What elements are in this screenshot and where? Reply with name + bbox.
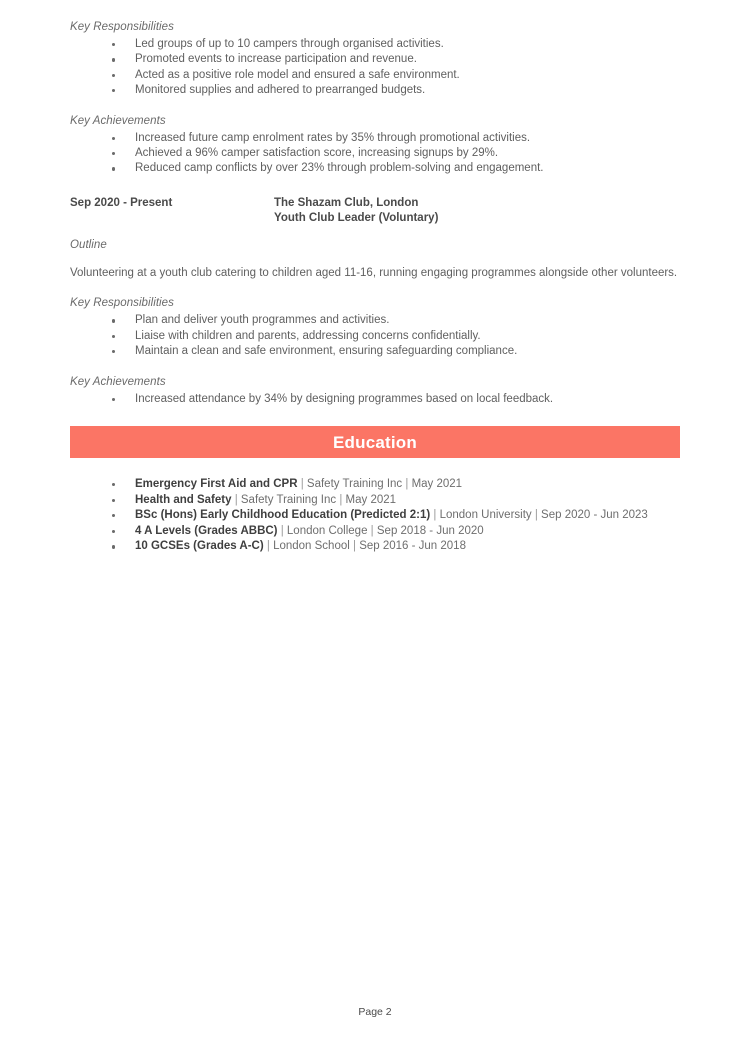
experience-dates: Sep 2020 - Present	[70, 196, 173, 209]
experience-entry-header	[70, 196, 680, 227]
current-responsibilities-heading: Key Responsibilities	[70, 297, 174, 310]
list-item	[70, 493, 680, 509]
education-section-banner	[70, 426, 680, 458]
education-separator: |	[231, 493, 241, 506]
spacer	[70, 458, 680, 477]
education-separator: |	[367, 524, 377, 537]
list-item: Increased future camp enrolment rates by 35% through promotional activities.	[70, 131, 680, 146]
spacer	[70, 227, 680, 238]
education-separator: |	[402, 478, 412, 491]
spacer	[70, 360, 680, 375]
list-item: Maintain a clean and safe environment, ensuring safeguarding compliance.	[70, 344, 680, 359]
experience-employer: The Shazam Club, London	[274, 196, 419, 209]
page-footer: Page 2	[358, 1006, 392, 1018]
education-dates: May 2021	[345, 493, 397, 506]
prev-achievements-list	[70, 131, 680, 177]
education-qualification: 4 A Levels (Grades ABBC)	[135, 524, 278, 537]
education-separator: |	[263, 540, 274, 553]
education-section-title: Education	[333, 432, 417, 452]
list-item	[70, 508, 680, 524]
spacer	[70, 255, 680, 266]
outline-heading: Outline	[70, 238, 107, 251]
education-dates: May 2021	[411, 478, 463, 491]
education-institution: Safety Training Inc	[306, 478, 403, 491]
education-dates: Sep 2016 - Jun 2018	[359, 540, 466, 553]
education-institution: London College	[286, 524, 368, 537]
education-separator: |	[430, 509, 440, 522]
education-institution: London University	[439, 509, 532, 522]
list-item	[70, 539, 680, 555]
resume-content	[70, 20, 680, 555]
education-separator: |	[336, 493, 346, 506]
list-item: Liaise with children and parents, addressing concerns confidentially.	[70, 329, 680, 344]
education-list	[70, 477, 680, 555]
current-achievements-list	[70, 392, 680, 407]
prev-achievements-heading: Key Achievements	[70, 114, 166, 127]
education-qualification: 10 GCSEs (Grades A-C)	[135, 540, 264, 553]
education-separator: |	[277, 524, 287, 537]
current-achievements-heading: Key Achievements	[70, 375, 166, 388]
list-item: Acted as a positive role model and ensured a safe environment.	[70, 68, 680, 83]
spacer	[70, 177, 680, 196]
prev-responsibilities-heading: Key Responsibilities	[70, 21, 174, 33]
list-item	[70, 477, 680, 493]
outline-paragraph: Volunteering at a youth club catering to children aged 11-16, running engaging programmes alongside other volunteers.	[70, 266, 678, 279]
spacer	[70, 99, 680, 114]
current-responsibilities-list	[70, 313, 680, 359]
education-institution: Safety Training Inc	[240, 493, 337, 506]
list-item: Achieved a 96% camper satisfaction score, increasing signups by 29%.	[70, 146, 680, 161]
list-item: Led groups of up to 10 campers through organised activities.	[70, 37, 680, 52]
spacer	[70, 281, 680, 296]
experience-employer-title	[274, 196, 680, 227]
list-item: Monitored supplies and adhered to prearranged budgets.	[70, 83, 680, 98]
list-item: Increased attendance by 34% by designing programmes based on local feedback.	[70, 392, 680, 407]
education-qualification: Health and Safety	[135, 493, 232, 506]
education-institution: London School	[273, 540, 350, 553]
spacer	[70, 407, 680, 426]
experience-job-title: Youth Club Leader (Voluntary)	[274, 212, 439, 225]
education-dates: Sep 2018 - Jun 2020	[376, 524, 484, 537]
education-separator: |	[349, 540, 360, 553]
prev-responsibilities-list	[70, 37, 680, 99]
education-qualification: Emergency First Aid and CPR	[135, 478, 298, 491]
education-dates: Sep 2020 - Jun 2023	[541, 509, 648, 522]
education-qualification: BSc (Hons) Early Childhood Education (Predicted 2:1)	[135, 509, 431, 522]
education-separator: |	[531, 509, 542, 522]
list-item: Reduced camp conflicts by over 23% through problem-solving and engagement.	[70, 161, 680, 176]
list-item	[70, 524, 680, 540]
list-item: Plan and deliver youth programmes and activities.	[70, 313, 680, 328]
list-item: Promoted events to increase participation and revenue.	[70, 52, 680, 67]
education-separator: |	[297, 478, 307, 491]
